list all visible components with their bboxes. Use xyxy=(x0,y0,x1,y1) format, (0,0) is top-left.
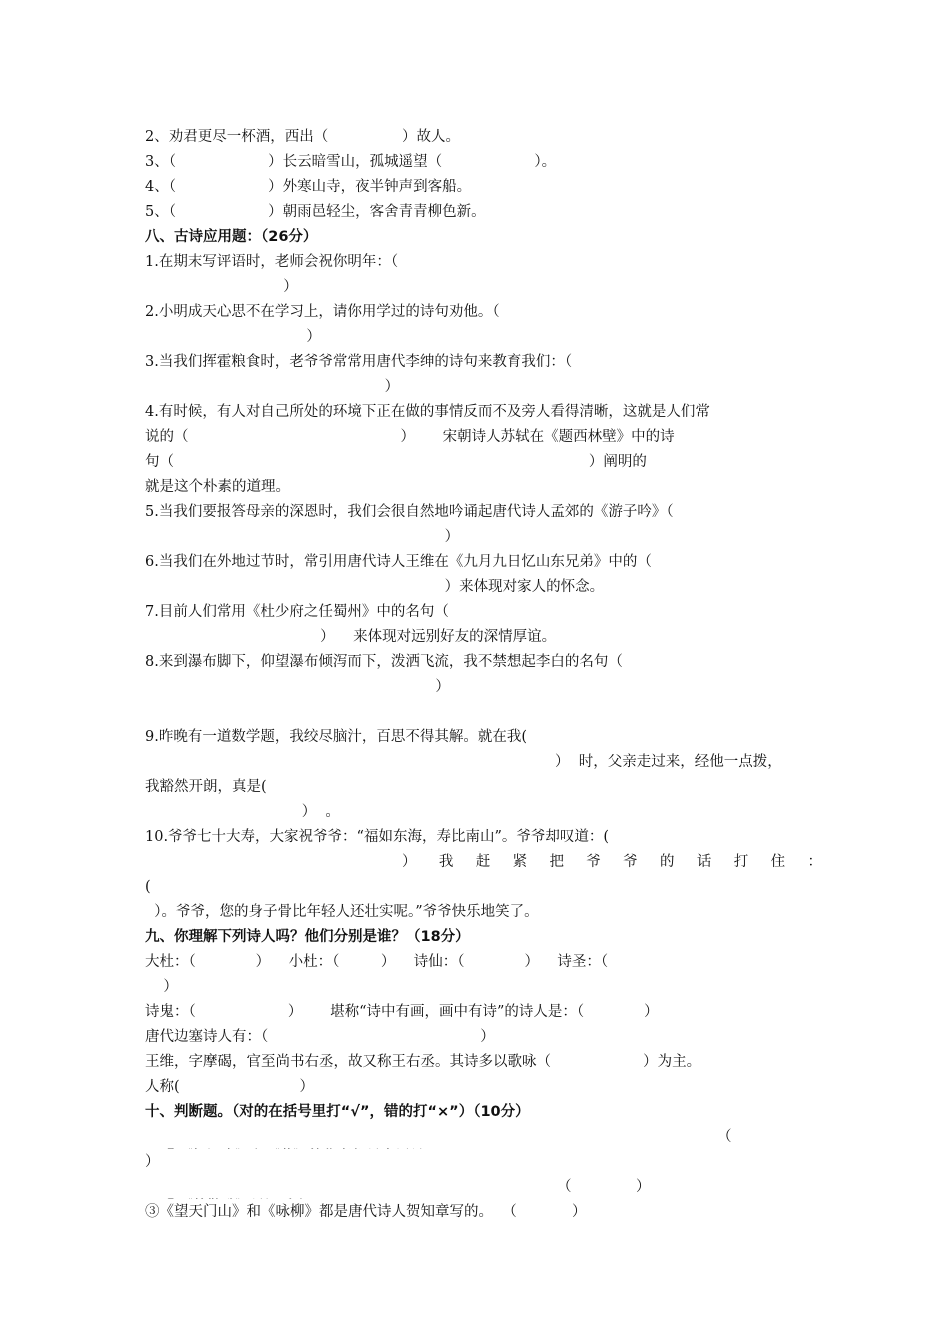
judge-item-3: ③《望天门山》和《咏柳》都是唐代诗人贺知章写的。 （ ） xyxy=(145,1204,587,1220)
fill-blank-line-4: 4、（ ）外寒山寺，夜半钟声到客船。 xyxy=(145,179,472,195)
question-2: 2.小明成天心思不在学习上，请你用学过的诗句劝他。（ xyxy=(145,304,500,320)
question-1-answer: ） xyxy=(145,279,298,295)
question-4: 4.有时候，有人对自己所处的环境下正在做的事情反而不及旁人看得清晰，这就是人们常 xyxy=(145,404,710,420)
poets-line-3: 唐代边塞诗人有：（ ） xyxy=(145,1029,495,1045)
poets-line-5: 人称( ） xyxy=(145,1079,314,1095)
question-6-answer: ）来体现对家人的怀念。 xyxy=(145,579,605,595)
judge-item-1-paren: （ xyxy=(717,1129,732,1145)
question-1: 1.在期末写评语时，老师会祝你明年：（ xyxy=(145,254,399,270)
judge-item-2-paren: （ ） xyxy=(557,1179,651,1195)
question-8-answer: ） xyxy=(145,679,450,695)
question-4-line-4: 就是这个朴素的道理。 xyxy=(145,479,290,495)
fill-blank-line-3: 3、（ ）长云暗雪山，孤城遥望（ ）。 xyxy=(145,154,557,170)
section-8-heading: 八、古诗应用题：（26分） xyxy=(145,229,318,245)
q10-char: 住 xyxy=(770,854,786,870)
q10-char: 打 xyxy=(733,854,749,870)
q10-char: ： xyxy=(807,854,822,870)
question-9: 9.昨晚有一道数学题，我绞尽脑汁，百思不得其解。就在我( xyxy=(145,729,527,745)
question-2-answer: ） xyxy=(145,329,321,345)
poets-line-1-cont: ） xyxy=(145,979,178,995)
question-8: 8.来到瀑布脚下，仰望瀑布倾泻而下，泼洒飞流，我不禁想起李白的名句（ xyxy=(145,654,623,670)
poets-line-4: 王维，字摩碣，官至尚书右丞，故又称王右丞。其诗多以歌咏（ ）为主。 xyxy=(145,1054,702,1070)
question-7-answer: ） 来体现对远别好友的深情厚谊。 xyxy=(145,629,557,645)
question-5-answer: ） xyxy=(145,529,460,545)
q10-char: 赶 xyxy=(475,854,491,870)
question-4-line-3: 句（ ）阐明的 xyxy=(145,454,647,470)
q10-char: 的 xyxy=(660,854,675,870)
q10-char: 我 xyxy=(438,854,454,870)
question-9-answer: ） 。 xyxy=(145,804,340,820)
poets-line-2: 诗鬼：（ ） 堪称“诗中有画，画中有诗”的诗人是：（ ） xyxy=(145,1004,659,1020)
question-3: 3.当我们挥霍粮食时，老爷爷常常用唐代李绅的诗句来教育我们：（ xyxy=(145,354,573,370)
section-9-heading: 九、你理解下列诗人吗？他们分别是谁？（18分） xyxy=(145,929,470,945)
judge-item-2 xyxy=(145,1177,822,1199)
question-5: 5.当我们要报答母亲的深恩时，我们会很自然地吟诵起唐代诗人孟郊的《游子吟》（ xyxy=(145,504,674,520)
poets-line-1: 大杜：（ ） 小杜：（ ） 诗仙：（ ） 诗圣：（ xyxy=(145,954,609,970)
q10-char: 爷 xyxy=(586,854,601,870)
q10-char: ） xyxy=(402,854,417,870)
blank-line xyxy=(145,702,822,724)
question-10-line-4: ）。爷爷，您的身子骨比年轻人还壮实呢。”爷爷快乐地笑了。 xyxy=(145,904,539,920)
question-9-line-3: 我豁然开朗，真是( xyxy=(145,779,267,795)
question-4-line-2: 说的（ ） 宋朝诗人苏轼在《题西林壁》中的诗 xyxy=(145,429,675,445)
question-3-answer: ） xyxy=(145,379,400,395)
question-9-line-2-text: ） 时，父亲走过来，经他一点拨， xyxy=(555,754,782,770)
judge-item-1 xyxy=(145,1127,822,1149)
question-10-line-2 xyxy=(402,852,822,874)
fill-blank-line-5: 5、（ ）朝雨邑轻尘，客舍青青柳色新。 xyxy=(145,204,486,220)
q10-char: 紧 xyxy=(512,854,528,870)
q10-char: 爷 xyxy=(623,854,638,870)
q10-char: 话 xyxy=(696,854,712,870)
judge-item-1-cont: ） xyxy=(145,1154,160,1170)
question-6: 6.当我们在外地过节时，常引用唐代诗人王维在《九月九日忆山东兄弟》中的（ xyxy=(145,554,652,570)
question-9-line-2 xyxy=(145,752,822,774)
question-7: 7.目前人们常用《杜少府之任蜀州》中的名句（ xyxy=(145,604,449,620)
section-10-heading: 十、判断题。（对的在括号里打“√”，错的打“×”）（10分） xyxy=(145,1104,530,1120)
fill-blank-line-2: 2、劝君更尽一杯酒，西出（ ）故人。 xyxy=(145,129,460,145)
question-10: 10.爷爷七十大寿，大家祝爷爷：“福如东海，寿比南山”。爷爷却叹道：( xyxy=(145,829,610,845)
question-10-line-3: ( xyxy=(145,879,151,895)
q10-char: 把 xyxy=(549,854,564,870)
